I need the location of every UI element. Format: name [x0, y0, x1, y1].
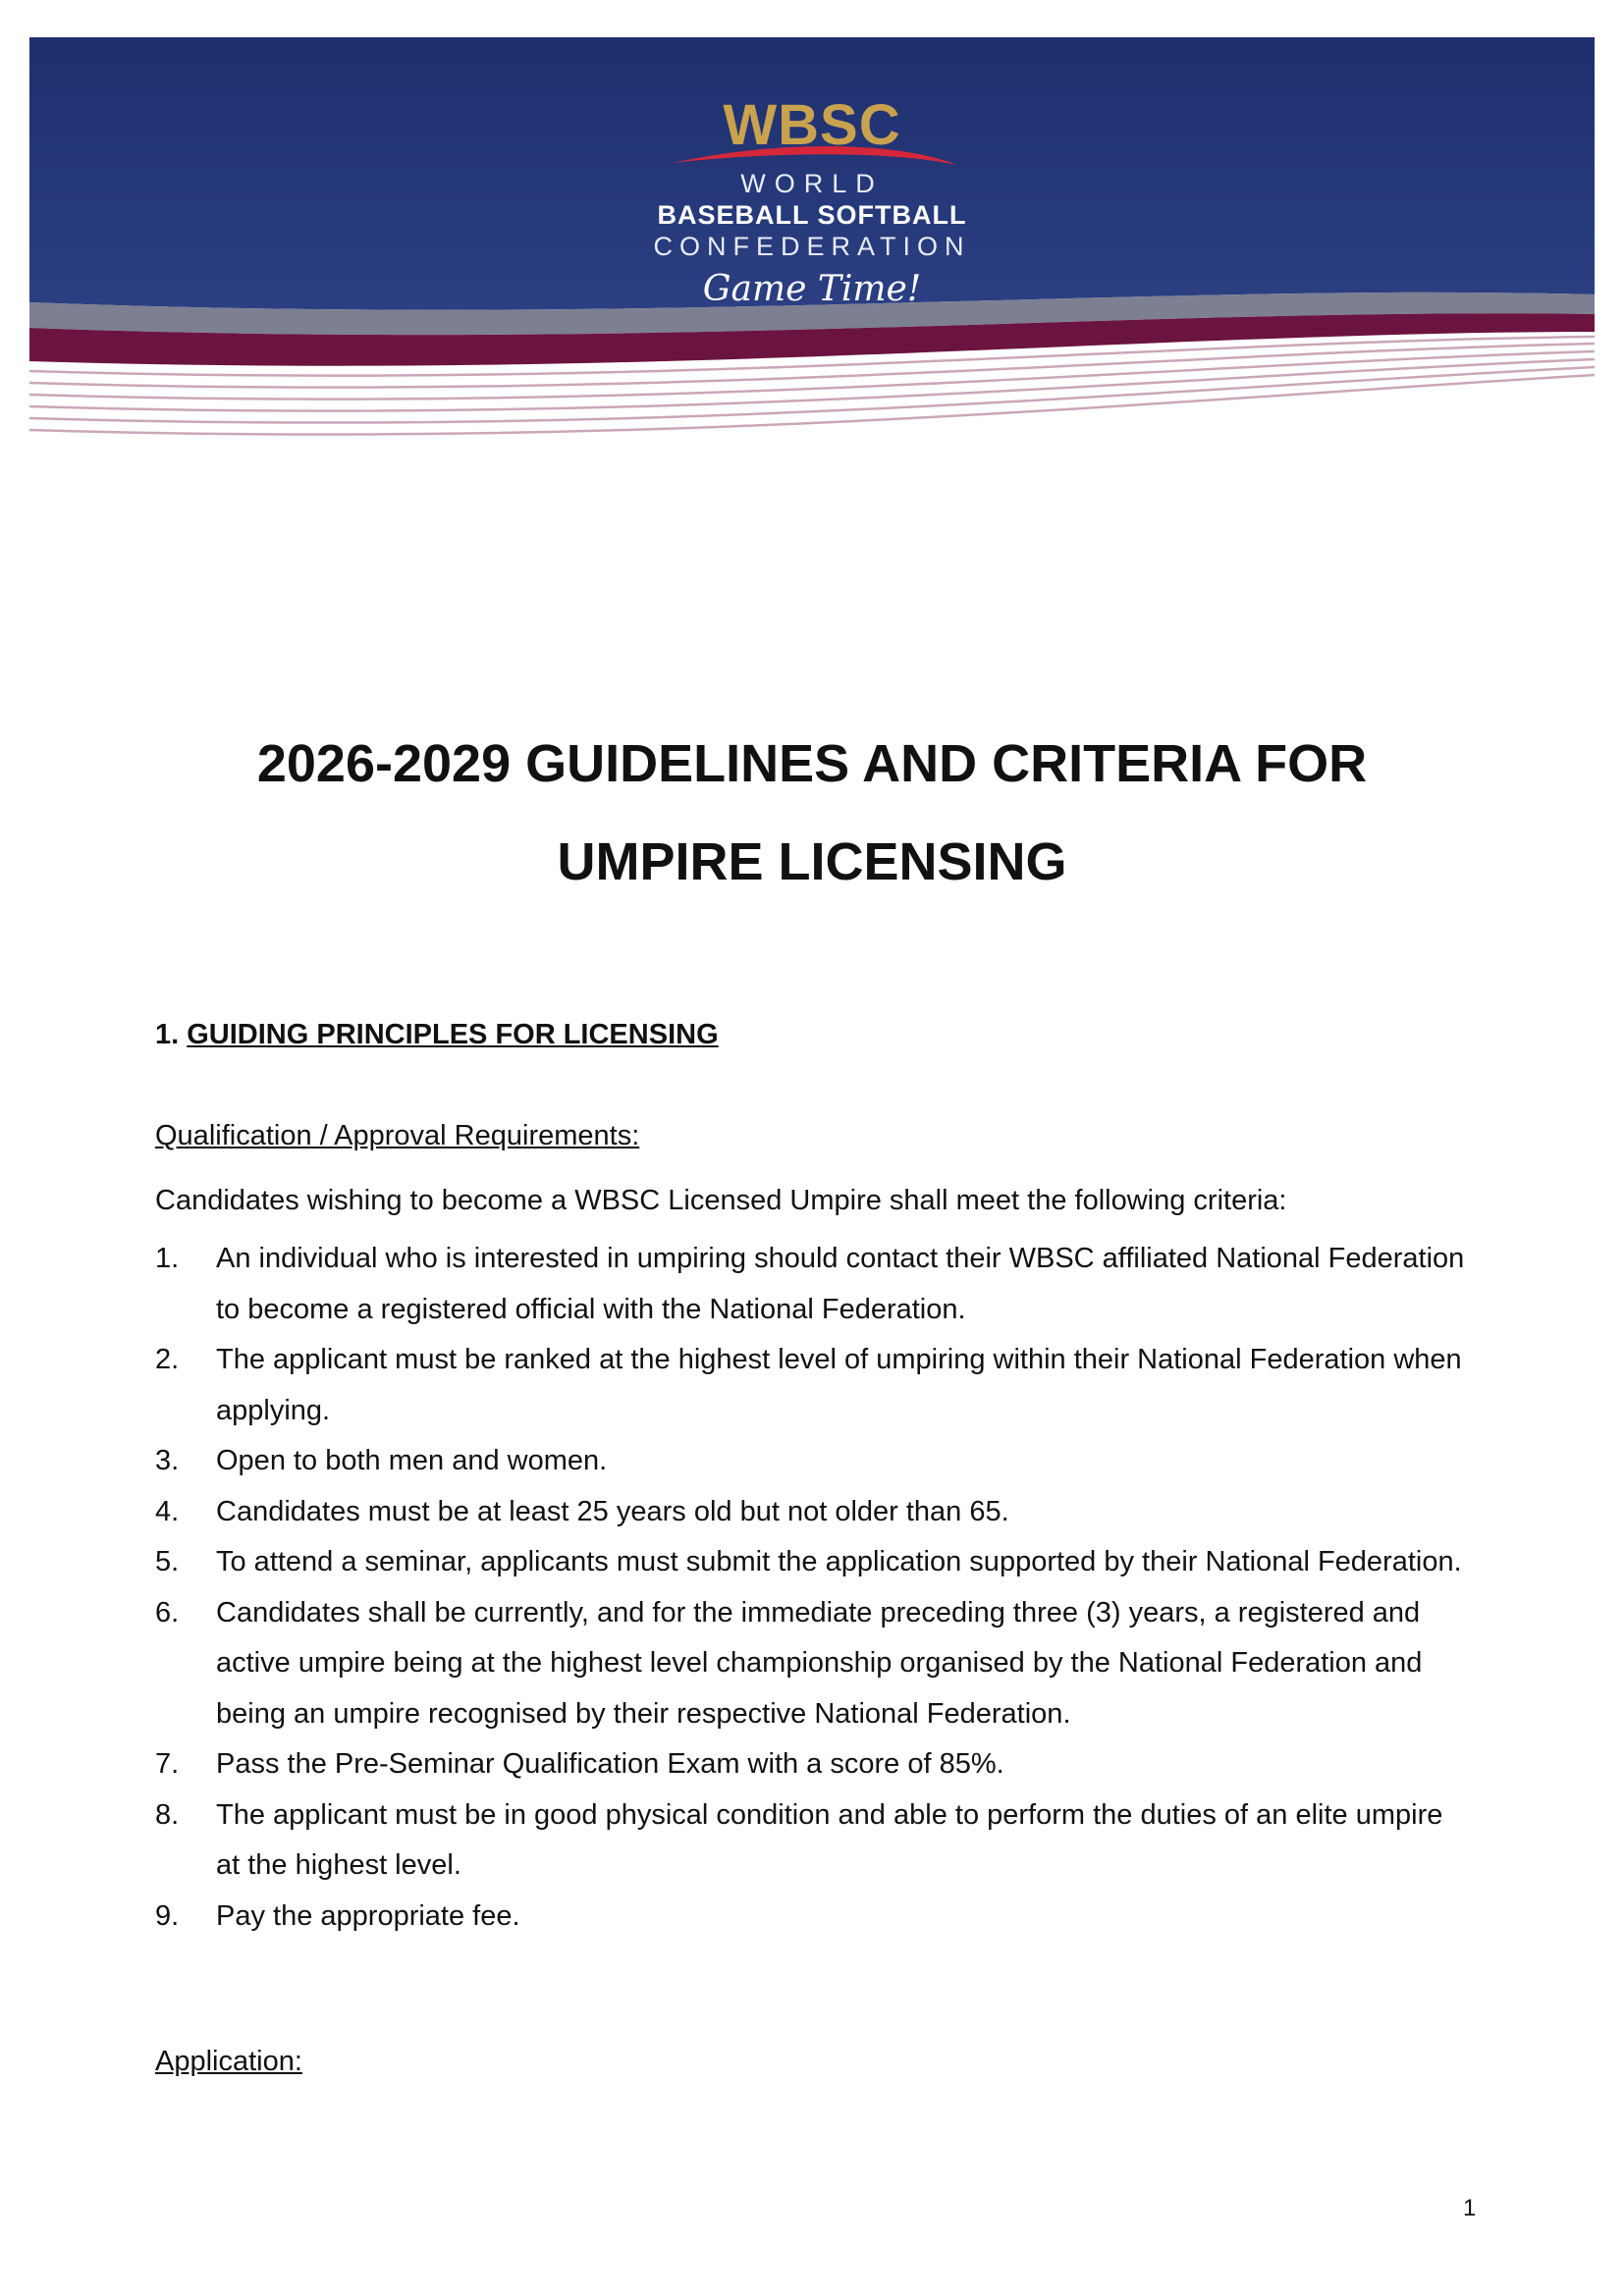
item-text: Candidates must be at least 25 years old but not older than 65. — [216, 1495, 1009, 1527]
item-number: 1. — [155, 1243, 180, 1274]
item-text: An individual who is interested in umpiring should contact their WBSC affiliated National Federation to become a registered official with the National Federation. — [216, 1243, 1465, 1325]
list-item — [155, 1892, 1471, 1943]
item-text: To attend a seminar, applicants must submit the application supported by their National Federation. — [216, 1546, 1462, 1577]
section-heading — [155, 1019, 719, 1051]
item-number: 2. — [155, 1344, 180, 1375]
item-text: Candidates shall be currently, and for the immediate preceding three (3) years, a registered and active umpire being at the highest level championship organised by the National Federation and being an umpire recognised by their respective National Federation. — [216, 1596, 1423, 1730]
item-number: 3. — [155, 1445, 180, 1476]
list-item — [155, 1335, 1471, 1436]
section-number: 1. — [155, 1019, 180, 1050]
section-title: GUIDING PRINCIPLES FOR LICENSING — [187, 1019, 719, 1050]
item-text: Pay the appropriate fee. — [216, 1899, 520, 1932]
list-item — [155, 1487, 1471, 1538]
logo-line-baseball-softball: BASEBALL SOFTBALL — [657, 200, 967, 230]
list-item — [155, 1790, 1471, 1892]
logo-line-world: WORLD — [740, 169, 884, 198]
document-title — [118, 715, 1506, 911]
item-number: 7. — [155, 1748, 180, 1780]
wbsc-logo — [29, 37, 1595, 332]
logo-line-confederation: CONFEDERATION — [653, 232, 971, 261]
list-item — [155, 1588, 1471, 1740]
list-item — [155, 1436, 1471, 1487]
logo-acronym: WBSC — [723, 93, 901, 157]
item-number: 8. — [155, 1798, 180, 1831]
logo-tagline: Game Time! — [702, 269, 922, 309]
item-number: 5. — [155, 1546, 180, 1577]
title-line-1: 2026-2029 GUIDELINES AND CRITERIA FOR — [256, 734, 1368, 793]
list-item — [155, 1739, 1471, 1790]
item-text: The applicant must be ranked at the highest level of umpiring within their National Federation when applying. — [216, 1344, 1462, 1426]
title-line-2: UMPIRE LICENSING — [557, 832, 1067, 891]
criteria-intro: Candidates wishing to become a WBSC Licensed Umpire shall meet the following criteria: — [155, 1185, 1287, 1216]
item-number: 4. — [155, 1495, 180, 1527]
item-text: Pass the Pre-Seminar Qualification Exam with a score of 85%. — [216, 1748, 1004, 1780]
criteria-list — [155, 1234, 1471, 1942]
item-number: 9. — [155, 1899, 180, 1932]
item-number: 6. — [155, 1596, 180, 1629]
item-text: Open to both men and women. — [216, 1445, 608, 1476]
item-text: The applicant must be in good physical condition and able to perform the duties of an elite umpire at the highest level. — [216, 1798, 1443, 1881]
page-number: 1 — [1463, 2195, 1477, 2221]
application-heading: Application: — [155, 2046, 302, 2077]
list-item — [155, 1537, 1471, 1588]
qualification-heading: Qualification / Approval Requirements: — [155, 1120, 640, 1151]
list-item — [155, 1234, 1471, 1335]
